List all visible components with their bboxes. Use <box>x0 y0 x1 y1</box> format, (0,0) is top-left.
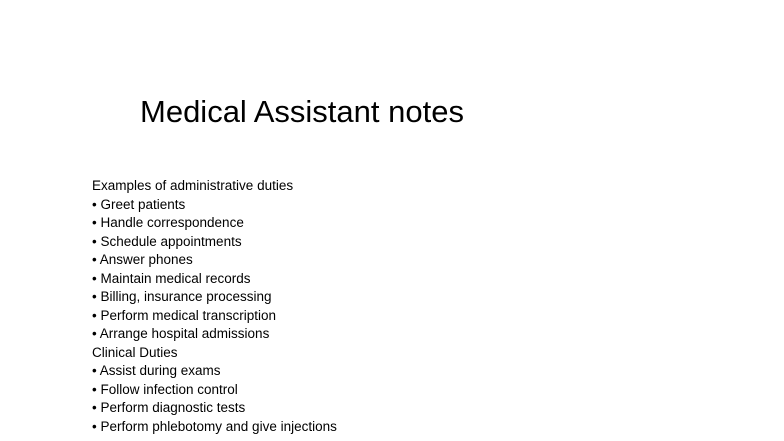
section-heading-administrative: Examples of administrative duties <box>92 178 294 193</box>
list-item: • Answer phones <box>92 252 193 267</box>
list-item: • Perform medical transcription <box>92 307 277 323</box>
list-item: • Billing, insurance processing <box>92 289 272 304</box>
list-item: • Handle correspondence <box>92 215 244 230</box>
list-item: • Perform diagnostic tests <box>92 400 246 415</box>
slide-body-list <box>92 177 337 436</box>
list-item: • Follow infection control <box>92 381 238 397</box>
section-heading-clinical: Clinical Duties <box>92 344 178 360</box>
list-item: • Greet patients <box>92 196 186 212</box>
list-item: • Perform phlebotomy and give injections <box>92 418 337 434</box>
list-item: • Arrange hospital admissions <box>92 326 270 341</box>
list-item: • Assist during exams <box>92 363 221 378</box>
list-item: • Schedule appointments <box>92 233 242 249</box>
list-item: • Maintain medical records <box>92 270 251 286</box>
slide-title: Medical Assistant notes <box>140 94 464 129</box>
